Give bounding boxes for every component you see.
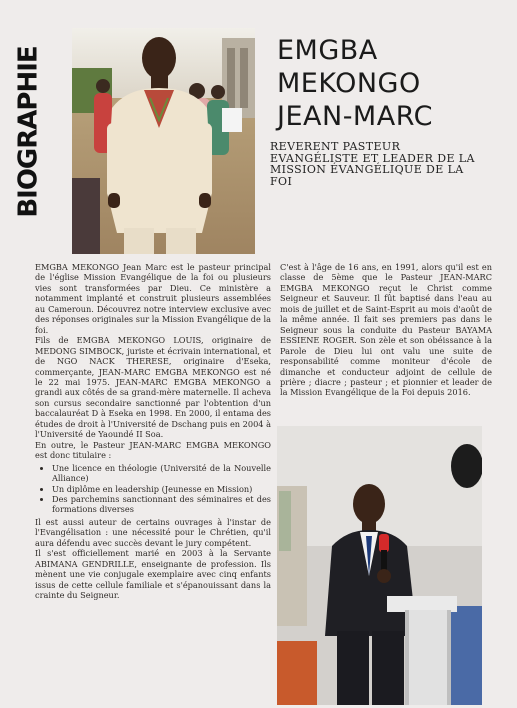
preaching-photo [277, 426, 482, 705]
portrait-photo-illustration [72, 28, 255, 254]
list-item: • Une licence en théologie (Université de la Nouvelle Alliance) [52, 463, 271, 484]
name-line-3: JEAN-MARC [277, 101, 433, 132]
titles-paragraph: En outre, le Pasteur JEAN-MARC EMGBA MEKONGO est donc titulaire : [35, 439, 271, 461]
preaching-photo-illustration [277, 426, 482, 705]
name-line-2: MEKONGO [277, 68, 421, 99]
author-paragraph: Il est aussi auteur de certains ouvrages à l'instar de l'Evangélisation : une nécessité pour le Chrétien, qu'il aura défendu avec succès devant le jury compétent. [35, 516, 271, 548]
family-paragraph: Fils de EMGBA MEKONGO LOUIS, originaire de MEDONG SIMBOCK, juriste et écrivain international, et de NGO NACK THERESE, originaire d'Eseka, commerçante, JEAN-MARC EMGBA MEKONGO est né le 22 mai 1975. JEAN-MARC EMGBA MEKONGO a grandi aux côtés de sa grand-mère maternelle. Il acheva son cursus secondaire sanctionné par l'obtention d'un baccalauréat D à Eseka en 1998. En 2000, il entama des études de droit à l'Université de Dschang puis en 2004 à l'Université de Yaoundé II Soa. [35, 335, 271, 440]
right-column [280, 262, 492, 398]
subtitle: REVERENT PASTEUR EVANGÉLISTE ET LEADER DE LA MISSION ÉVANGÉLIQUE DE LA FOI [270, 140, 475, 188]
left-column [35, 262, 271, 601]
conversion-paragraph: C'est à l'âge de 16 ans, en 1991, alors qu'il est en classe de 5ème que le Pasteur JEAN-MARC EMGBA MEKONGO reçut le Christ comme Seigneur et Sauveur. Il fût baptisé dans l'eau au mois de juillet et de Saint-Esprit au mois d'août de la même année. Il fait ses premiers pas dans le Seigneur sous la conduite du Pasteur BAYAMA ESSIENE ROGER. Son zèle et son obéissance à la Parole de Dieu lui ont valu une suite de responsabilité comme moniteur d'école de dimanche et conducteur adjoint de cellule de prière ; diacre ; pasteur ; et pionnier et leader de la Mission Evangélique de la Foi depuis 2016. [280, 262, 492, 398]
vertical-heading [6, 46, 52, 218]
list-item: • Des parchemins sanctionnant des séminaires et des formations diverses [52, 494, 271, 515]
intro-paragraph: EMGBA MEKONGO Jean Marc est le pasteur principal de l'église Mission Evangélique de la foi ou plusieurs vies sont transformées par Dieu. Ce ministère a notamment implanté et construit plusieurs assemblées au Cameroun. Découvrez notre interview exclusive avec des réponses originales sur la Mission Evangélique de la foi. [35, 262, 271, 335]
credentials-list [35, 463, 271, 515]
list-item: • Un diplôme en leadership (Jeunesse en Mission) [52, 484, 271, 494]
person-name [277, 34, 507, 133]
marriage-paragraph: Il s'est officiellement marié en 2003 à la Servante ABIMANA GENDRILLE, enseignante de profession. Ils mènent une vie conjugale exemplaire avec cinq enfants issus de cette cellule familiale et s'épanouissant dans la crainte du Seigneur. [35, 548, 271, 601]
name-line-1: EMGBA [277, 35, 378, 66]
portrait-photo [72, 28, 255, 254]
biographie-heading: BIOGRAPHIE [14, 46, 45, 218]
